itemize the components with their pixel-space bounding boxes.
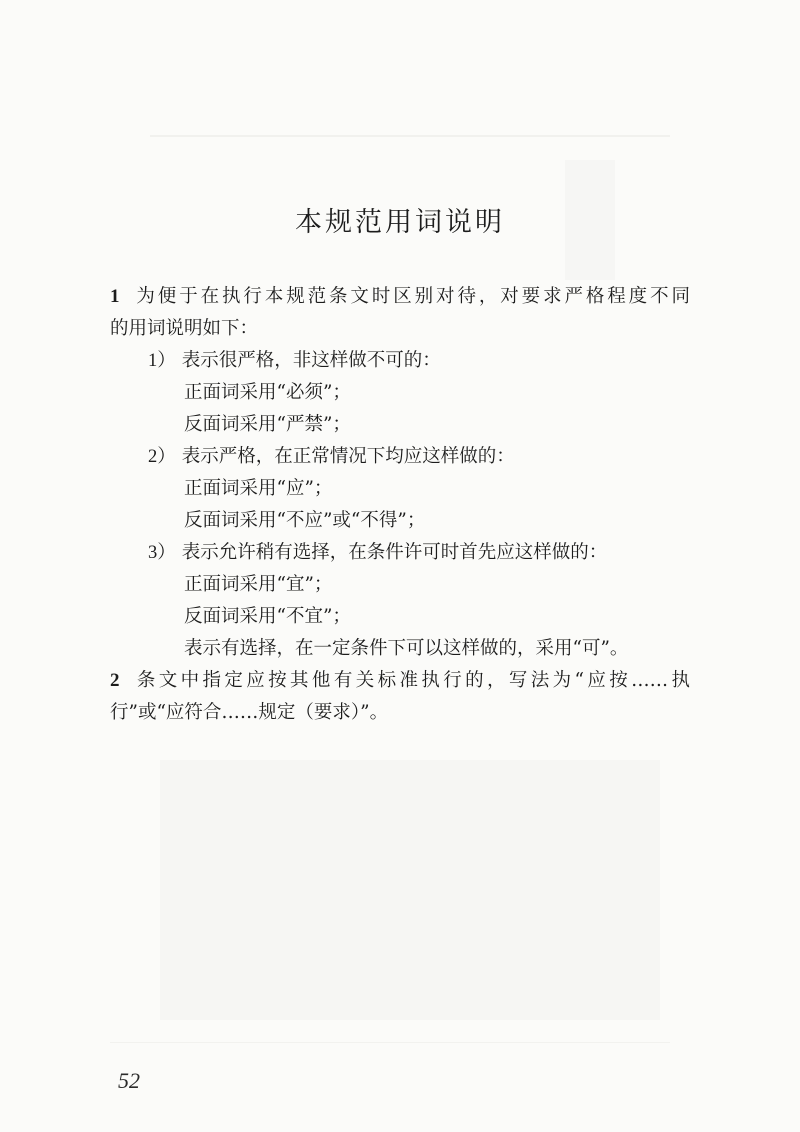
page-number: 52 [118,1068,140,1093]
clause-2-line-1 [110,669,690,693]
clause-1-line-1 [110,285,690,309]
list-item-heading [148,541,607,565]
list-item-line: 反面词采用“严禁”； [184,414,351,435]
clause-text: 行”或“应符合……规定（要求）”。 [110,702,389,723]
list-item-heading [148,445,515,469]
list-item-line: 正面词采用“必须”； [184,382,351,403]
list-item-line: 正面词采用“应”； [184,478,333,499]
clause-2-line-2 [110,701,388,725]
show-through-artifact [150,135,670,137]
list-item-line: 正面词采用“宜”； [184,574,333,595]
list-item-label: 2） [148,447,176,467]
list-item-heading-text: 表示很严格，非这样做不可的： [181,350,441,371]
list-item-label: 3） [148,543,176,563]
clause-number: 1 [110,286,120,307]
clause-text: 为便于在执行本规范条文时区别对待，对要求严格程度不同 [133,286,690,307]
clause-text: 条文中指定应按其他有关标准执行的，写法为“应按……执 [133,670,690,691]
list-item-line: 表示有选择，在一定条件下可以这样做的，采用“可”。 [184,638,629,659]
list-item-line: 反面词采用“不应”或“不得”； [184,510,426,531]
clause-2-line-1-content [110,669,690,693]
page-title: 本规范用词说明 [295,207,505,238]
list-item-heading-text: 表示严格，在正常情况下均应这样做的： [181,446,515,467]
clause-1-line-1-content [110,285,690,309]
list-item-heading-text: 表示允许稍有选择，在条件许可时首先应这样做的： [181,542,608,563]
list-item-label: 1） [148,351,176,371]
clause-text: 的用词说明如下： [110,318,259,339]
list-item-line: 反面词采用“不宜”； [184,606,351,627]
list-item-heading [148,349,441,373]
clause-number: 2 [110,670,120,691]
show-through-artifact [110,1042,670,1043]
clause-1-line-2 [110,317,258,341]
show-through-artifact [160,760,660,1020]
